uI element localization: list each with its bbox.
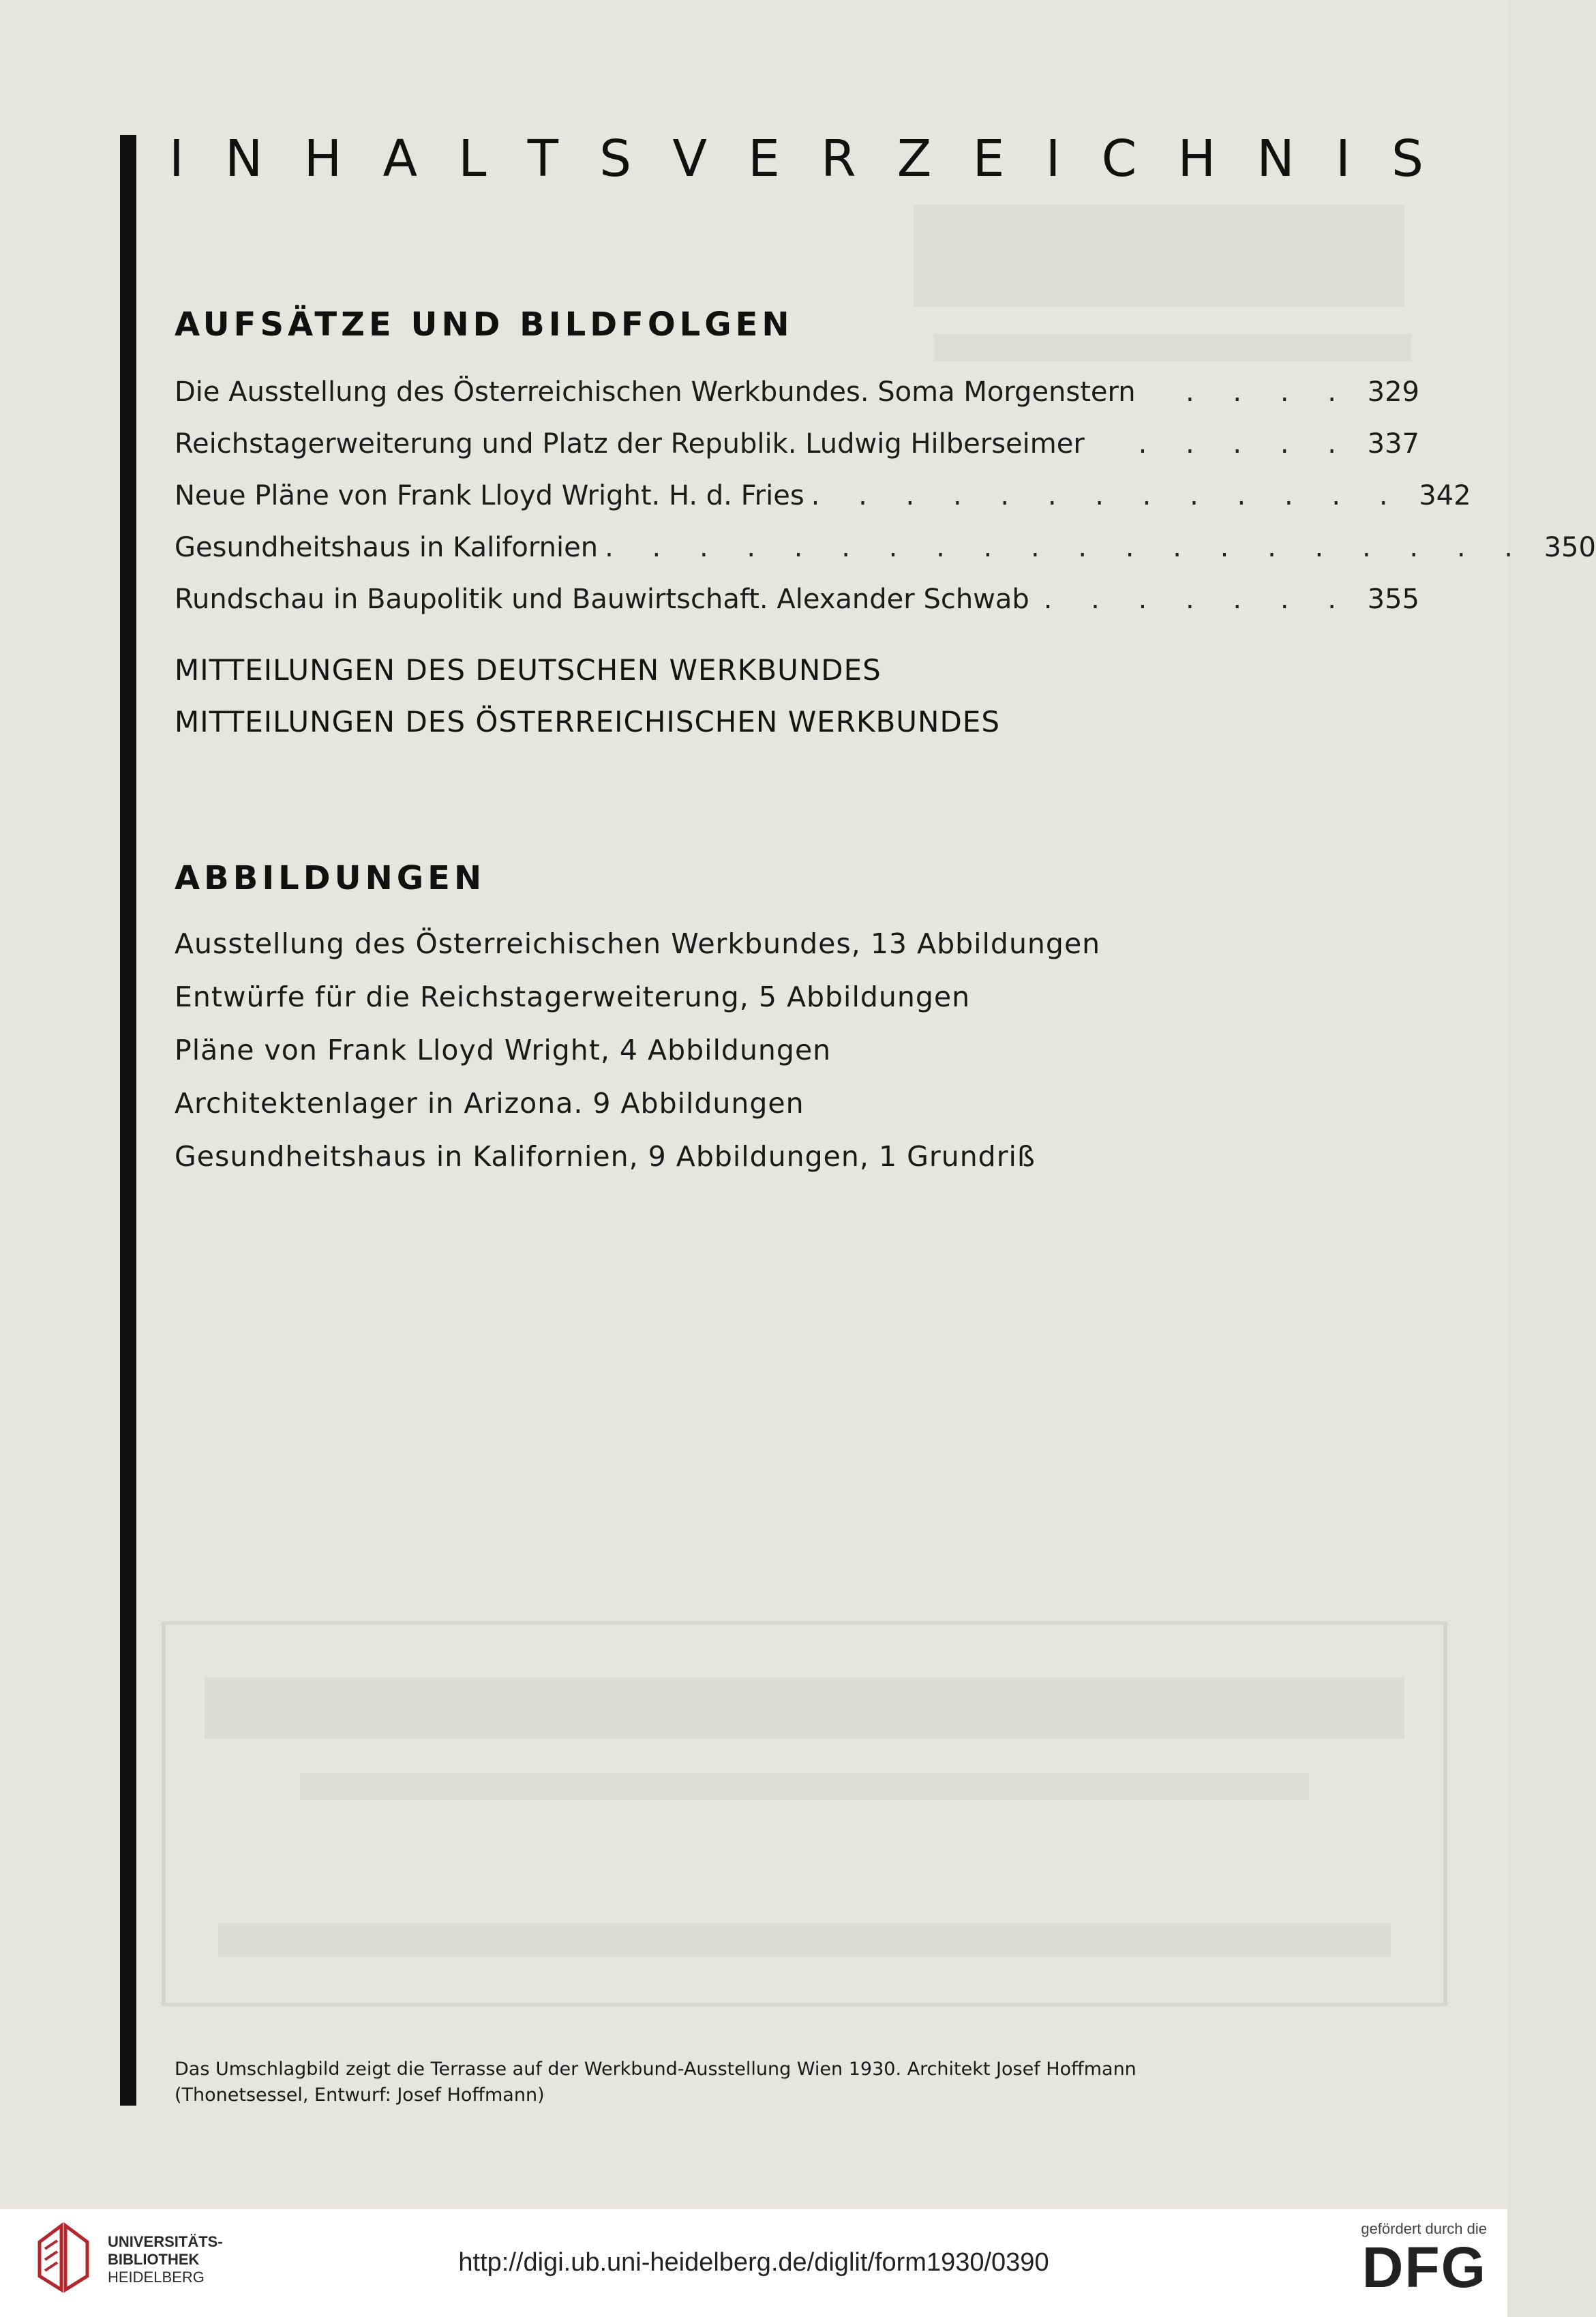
title-letter: N [225,130,263,188]
section-heading-abbildungen: ABBILDUNGEN [175,859,486,897]
show-through-texture [164,1623,1445,2005]
toc-entry [175,376,1419,424]
title-letter: S [1391,130,1424,188]
title-letter: E [748,130,780,188]
title-letter: E [972,130,1005,188]
title-letter: V [672,130,707,188]
toc-entry [175,584,1419,631]
cover-caption-line: (Thonetsessel, Entwurf: Josef Hoffmann) [175,2084,545,2106]
toc-entry [175,428,1419,476]
toc-entry-text: Gesundheitshaus in Kalifornien [175,532,599,563]
toc-page-number: 342 [1419,480,1471,511]
title-letter: T [527,130,558,188]
funded-by-label: gefördert durch die [1361,2220,1487,2237]
section-heading-aufsaetze: AUFSÄTZE UND BILDFOLGEN [175,305,794,344]
title-letter: I [169,130,184,188]
toc-leader: . . . . . . . [1043,584,1351,615]
title-letter: R [821,130,856,188]
figure-entry: Architektenlager in Arizona. 9 Abbildungen [175,1087,804,1120]
toc-entry [175,532,1596,580]
figure-entry: Entwürfe für die Reichstagerweiterung, 5 Abbildungen [175,981,971,1013]
toc-leader: . . . . [1185,376,1351,408]
title-letter: C [1101,130,1137,188]
toc-entry [175,480,1471,528]
title-letter: L [458,130,487,188]
page-title [169,130,1424,188]
toc-leader: . . . . . [1138,428,1351,460]
permalink-url[interactable]: http://digi.ub.uni-heidelberg.de/diglit/form1930/0390 [458,2248,1049,2277]
title-letter: I [1335,130,1351,188]
title-letter: S [599,130,632,188]
toc-entry-text: Neue Pläne von Frank Lloyd Wright. H. d. Fries [175,480,804,511]
toc-page-number: 337 [1367,428,1419,460]
dfg-logo[interactable] [1361,2220,1487,2297]
figure-entry: Gesundheitshaus in Kalifornien, 9 Abbildungen, 1 Grundriß [175,1140,1036,1173]
werkbund-notice-austrian: MITTEILUNGEN DES ÖSTERREICHISCHEN WERKBUNDES [175,705,1000,738]
cover-caption-line: Das Umschlagbild zeigt die Terrasse auf der Werkbund-Ausstellung Wien 1930. Architekt Josef Hoffmann [175,2059,1136,2080]
title-letter: N [1256,130,1295,188]
library-name-line: HEIDELBERG [108,2269,205,2286]
dfg-wordmark: DFG [1361,2235,1487,2299]
toc-page-number: 355 [1367,584,1419,615]
cover-caption [175,2057,1136,2108]
title-letter: H [303,130,342,188]
toc-page-number: 350 [1544,532,1596,563]
vertical-rule [120,135,136,2106]
toc-page-number: 329 [1367,376,1419,408]
title-letter: Z [897,130,932,188]
toc-leader: . . . . . . . . . . . . . [811,480,1403,511]
title-letter: I [1045,130,1061,188]
title-letter: A [382,130,418,188]
library-name-line: BIBLIOTHEK [108,2251,200,2268]
toc-entry-text: Die Ausstellung des Österreichischen Werkbundes. Soma Morgenstern [175,376,1136,408]
library-name-line: UNIVERSITÄTS- [108,2233,223,2250]
figure-entry: Pläne von Frank Lloyd Wright, 4 Abbildungen [175,1034,832,1066]
toc-entry-text: Reichstagerweiterung und Platz der Republik. Ludwig Hilberseimer [175,428,1085,460]
toc-entry-text: Rundschau in Baupolitik und Bauwirtschaft. Alexander Schwab [175,584,1029,615]
werkbund-notice-german: MITTEILUNGEN DES DEUTSCHEN WERKBUNDES [175,653,882,687]
title-letter: H [1177,130,1216,188]
toc-leader: . . . . . . . . . . . . . . . . . . . . [605,532,1528,563]
figure-entry: Ausstellung des Österreichischen Werkbundes, 13 Abbildungen [175,927,1101,960]
